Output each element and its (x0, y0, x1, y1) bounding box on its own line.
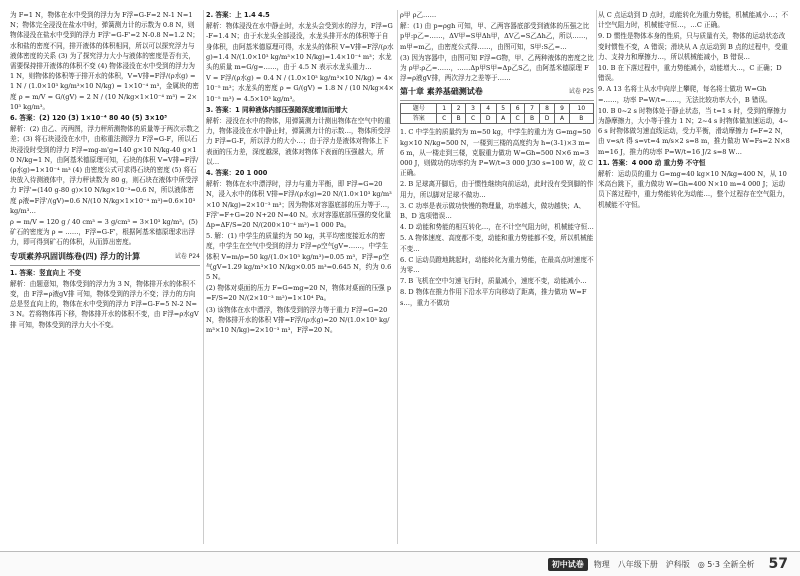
table-cell: 4 (480, 104, 496, 114)
column-divider (596, 10, 597, 544)
chapter-title (400, 86, 594, 101)
paragraph: 10. B 在下落过程中，重力势能减小，动能增大…，C 正确；D 错误。 (598, 64, 782, 83)
table-cell: A (496, 114, 510, 124)
answer-line: 3. 答案：1 同种液体内部压强随深度增加而增大 (206, 105, 348, 114)
table-cell: 10 (569, 104, 593, 114)
answer-line: 4. 答案：20 1 000 (206, 169, 268, 178)
answer-table-header-row (401, 104, 594, 114)
footer-subject: 物理 (593, 559, 610, 569)
column-1 (10, 10, 200, 544)
page-number: 57 (768, 556, 788, 572)
paragraph: 解：(1) 由 p=ρgh 可知，甲、乙两容器底部受到液体的压强之比 p甲:p乙=……，ΔV甲=S甲Δh甲，ΔV乙=S乙Δh乙，所以……，m甲=m乙，由密度公式得……，由图可知，S甲:S乙=… (400, 22, 593, 51)
table-cell: 7 (525, 104, 539, 114)
footer-edition: 沪科版 (665, 559, 690, 569)
paragraph: 为 F=1 N，物体在水中受到的浮力为 F浮=G-F=2 N-1 N=1 N；物体完全浸没在盐水中时，弹簧测力计的示数为 0.8 N，则物体浸没在盐水中受到的浮力 F浮'=G-F'=2 N-0.8 N=1.2 N；水和盐的密度不同，排开液体的体积相同，所以可以探究浮力与液体密度的关系 (3) 为了探究浮力大小与液体的密度是否有关，需要保持排开液体的体积不变 (4) 物体浸没在水中受到的浮力为 1 N，则物体的体积等于排开水的体积，V=V排=F浮/(ρ水g) = 1 N / (1.0×10³ kg/m³×10 N/kg) = 1×10⁻⁴ m³，金属块的密度 ρ = m/V = G/(gV) = 2 N / (10 N/kg×1×10⁻⁴ m³) = 2×10³ kg/m³。 (10, 11, 199, 111)
paragraph: 1. C 中学生的质量约为 m=50 kg，中学生的重力为 G=mg=50 kg×10 N/kg=500 N，一楼到三楼的高度约为 h=(3-1)×3 m=6 m，从一楼走到三楼，克服重力做功 W=Gh=500 N×6 m=3 000 J，则做功的功率约为 P=W/t=3 000 J/30 s=100 W，故 C 正确。 (400, 128, 593, 178)
table-cell: 5 (496, 104, 510, 114)
paragraph: 2. B 足球离开脚后，由于惯性继续向前运动，此时没有受到脚的作用力，所以脚对足球不做功… (400, 180, 594, 199)
chapter-title-text: 第十章 素养基础测试卷 (400, 87, 483, 97)
table-cell: C (437, 114, 452, 124)
column-divider (203, 10, 204, 544)
paragraph: 解析：由题意知，物体受到的浮力为 3 N，物体排开水的体积不变，由 F浮=ρ液gV排 可知，物体受到的浮力不变；浮力的方向总是竖直向上的，物体在水中受到的浮力 F浮=G-F=5 N-2 N=3 N。若将物体再下移，物体排开水的体积不变，由 F浮=ρ水gV排 可知，物体受到的浮力大小不变。 (10, 279, 199, 329)
column-2 (206, 10, 394, 544)
footer-logo: 初中试卷 (548, 558, 588, 571)
paragraph: ρ = m/V = 120 g / 40 cm³ = 3 g/cm³ = 3×10³ kg/m³。(5) 矿石的密度为 ρ = ……，F浮=G-F'，根据阿基米德原理求出浮力，即可得到矿石的体积，从而算出密度。 (10, 218, 198, 247)
paragraph: 解析：浸没在水中的物体，用弹簧测力计测出物体在空气中的重力，物体浸没在水中静止时，弹簧测力计的示数…，物体所受浮力 F浮=G-F，所以浮力的大小…；由于浮力是液体对物体上下表面的压力差，深度越深，液体对物体下表面的压强越大，所以… (206, 117, 391, 166)
footer-grade: 八年级下册 (617, 559, 658, 569)
table-cell: C (466, 114, 481, 124)
paragraph: 3. C 功率是表示做功快慢的物理量，功率越大，做功越快；A、B、D 选项错误… (400, 201, 586, 221)
table-cell: 3 (466, 104, 481, 114)
paragraph: 5. 解：(1) 中学生的质量约为 50 kg，其平均密度接近水的密度，中学生在空气中受到的浮力 F浮=ρ空气gV=……，中学生体积 V=m/ρ=50 kg/(1.0×10³ kg/m³)=0.05 m³，F浮=ρ空气gV=1.29 kg/m³×10 N/kg×0.05 m³=0.645 N，约为 0.65 N。 (206, 232, 392, 282)
table-cell: 1 (437, 104, 452, 114)
answer-table-row (401, 114, 594, 124)
paragraph: V = F浮/(ρ水g) = 0.4 N / (1.0×10³ kg/m³×10 N/kg) = 4×10⁻⁵ m³；水龙头的密度 ρ = G/(gV) = 1.8 N / (10 N/kg×4×10⁻⁵ m³) = 4.5×10³ kg/m³。 (206, 74, 394, 103)
paragraph: 7. B 飞机在空中匀速飞行时，质量减小，速度不变，动能减小… (400, 277, 587, 286)
table-cell: B (525, 114, 539, 124)
table-cell: 2 (451, 104, 465, 114)
paragraph: (3) 该物体在水中漂浮，物体受到的浮力等于重力 F浮=G=20 N，物体排开水的体积 V排=F浮/(ρ水g)=20 N/(1.0×10³ kg/m³×10 N/kg)=2×10⁻³ m³，F浮=20 N。 (206, 305, 390, 335)
paragraph: 从 C 点运动到 D 点时，动能转化为重力势能，机械能减小…；不计空气阻力时，机械能守恒…，…C 正确。 (598, 11, 789, 30)
table-cell: B (569, 114, 593, 124)
paragraph: 解析：运动员的重力 G=mg=40 kg×10 N/kg=400 N，从 10 米高台跳下，重力做功 W=Gh=400 N×10 m=4 000 J；运动员下落过程中，重力势能转化为动能…，整个过程存在空气阻力，机械能不守恒。 (598, 170, 790, 209)
page-footer (0, 551, 800, 576)
paragraph: 10. B 0~2 s 时物体处于静止状态，当 t=1 s 时，受到的摩擦力为静摩擦力，大小等于推力 1 N；2~4 s 时物体做加速运动，4~6 s 时物体做匀速直线运动，受力平衡，滑动摩擦力 f=F=2 N，由 v=s/t 得 s=vt=4 m/s×2 s=8 m，推力做功 W=Fs=2 N×8 m=16 J，推力的功率 P=W/t=16 J/2 s=8 W… (598, 106, 790, 156)
table-cell: B (451, 114, 465, 124)
section-title-text: 专项素养巩固训练卷(四) 浮力的计算 (10, 251, 141, 261)
footer-brand: ◎ 5·3 全新全析 (697, 559, 755, 569)
paragraph: 6. C 运动员蹬地跳起时，动能转化为重力势能，在最高点时速度不为零… (400, 255, 594, 275)
paragraph: 5. A 物体速度、高度都不变，动能和重力势能都不变，所以机械能不变… (400, 234, 594, 253)
column-3 (400, 10, 594, 544)
column-4 (598, 10, 790, 544)
paragraph: (2) 物体对桌面的压力 F=G=mg=20 N，物体对桌面的压强 p=F/S=20 N/(2×10⁻³ m²)=1×10⁴ Pa。 (206, 284, 392, 303)
answer-table (400, 103, 594, 124)
table-cell: 6 (510, 104, 525, 114)
table-cell: 8 (539, 104, 555, 114)
paragraph: 解析：物体在水中漂浮时，浮力与重力平衡，即 F浮=G=20 N，浸入水中的体积 V排=F浮/(ρ水g)=20 N/(1.0×10³ kg/m³×10 N/kg)=2×10⁻³ m³；因为物体对容器底部的压力等于…，F浮'=F+G=20 N+20 N=40 N。水对容器底部压强的变化量 Δp=ΔF/S=20 N/(200×10⁻⁴ m²)=1 000 Pa。 (206, 180, 394, 230)
table-cell: A (555, 114, 569, 124)
paragraph: 解析：(2) 由乙、丙两图，浮力秤所测物体的质量等于两次示数之差；(3) 将石块浸没在水中，由称重法测浮力 F浮=G-F，所以石块浸没时受到的浮力 F浮=mg-m'g=140 g×10 N/kg-40 g×10 N/kg=1 N，由阿基米德原理可知，石块的体积 V=V排=F浮/(ρ水g)=1×10⁻⁴ m³ (4) 由密度公式可求得石块的密度 (5) 将石块放入待测液体中，浮力秤读数为 80 g，则石块在液体中所受浮力 F浮'=(140 g-80 g)×10 N/kg×10⁻³=0.6 N，所以液体密度 ρ液=F浮'/(gV)=0.6 N/(10 N/kg×1×10⁻⁴ m³)=0.6×10³ kg/m³… (10, 125, 200, 215)
answer-line: 11. 答案：4 000 动 重力势 不守恒 (598, 158, 706, 167)
answer-line: 1. 答案：竖直向上 不变 (10, 268, 82, 277)
answer-line: 2. 答案：上 1.4 4.5 (206, 11, 270, 19)
paragraph: 8. D 物体在推力作用下沿水平方向移动了距离，推力做功 W=Fs…，重力不做功 (400, 288, 587, 307)
paragraph: 9. D 惯性是物体本身的性质，只与质量有关，物体的运动状态改变时惯性不变，A 错误；滑块从 A 点运动到 B 点的过程中，受重力、支持力和摩擦力…，所以机械能减小，B 错误… (598, 32, 788, 61)
section-title (10, 251, 200, 266)
paragraph: 9. A 13 名将士从水中向岸上攀爬，每名将士做功 W=Gh=……，功率 P=W/t=……，无法比较功率大小，B 错误。 (598, 85, 772, 104)
chapter-ref: 试卷 P25 (568, 88, 594, 96)
paragraph: 4. D 动能和势能的相互转化…，在不计空气阻力时，机械能守恒… (400, 223, 594, 232)
section-ref: 试卷 P24 (174, 252, 200, 260)
column-divider (397, 10, 398, 544)
answer-line: 6. 答案：(2) 120 (3) 1×10⁻⁴ 80 40 (5) 3×10³ (10, 114, 168, 123)
table-cell: 9 (555, 104, 569, 114)
table-cell: 题号 (401, 104, 437, 114)
table-cell: D (539, 114, 555, 124)
paragraph: (3) 因为容器中，由图可知 F浮=G物，甲、乙两种液体的密度之比为 ρ甲:ρ乙=……，……Δp甲S甲=Δp乙S乙，由阿基米德原理 F浮=ρ液gV排，两次浮力之差等于…… (400, 53, 594, 83)
table-cell: C (510, 114, 525, 124)
table-cell: 答案 (401, 114, 437, 124)
paragraph: 解析：物体浸没在水中静止时，水龙头会受到水的浮力，F浮=G-F=1.4 N；由于水龙头全部浸没，水龙头排开水的体积等于自身体积，由阿基米德原理可得，水龙头的体积 V=V排=F浮/(ρ水g)=1.4 N/(1.0×10³ kg/m³×10 N/kg)=1.4×10⁻⁴ m³；水龙头的质量 m=G/g=……，由于 4.5 N 表示水龙头重力… (206, 22, 394, 72)
table-cell: D (480, 114, 496, 124)
paragraph: ρ甲 ρ乙…… (400, 11, 437, 19)
